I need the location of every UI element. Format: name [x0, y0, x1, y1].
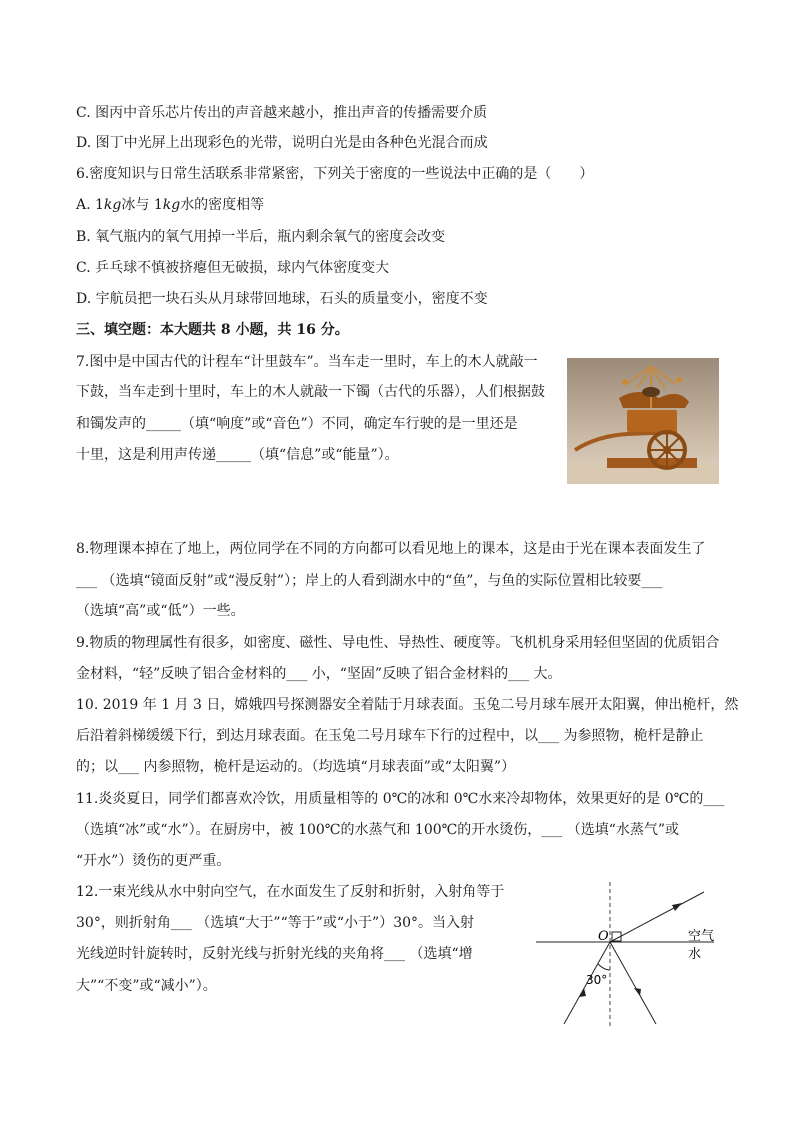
question-10-line-3: 的；以___ 内参照物，桅杆是运动的。（均选填“月球表面”或“太阳翼”） — [76, 759, 516, 775]
question-6-stem: 6.密度知识与日常生活联系非常紧密，下列关于密度的一些说法中正确的是（ ） — [76, 166, 594, 182]
option-b-q6: B. 氧气瓶内的氧气用掉一半后，瓶内剩余氧气的密度会改变 — [76, 229, 446, 245]
question-12-line-2: 30°，则折射角___ （选填“大于”“等于”或“小于”）30°。当入射 — [76, 915, 475, 931]
option-d-q6: D. 宇航员把一块石头从月球带回地球，石头的质量变小，密度不变 — [76, 291, 488, 307]
question-7-line-4: 十里，这是利用声传递_____（填“信息”或“能量”）。 — [76, 447, 399, 463]
reflected-ray — [610, 942, 656, 1024]
reflected-ray-arrow — [634, 988, 641, 996]
incident-ray-arrow — [579, 988, 586, 997]
angle-arc — [598, 964, 610, 970]
section-heading: 三、填空题：本大题共 8 小题，共 16 分。 — [76, 322, 349, 338]
question-9-line-2: 金材料，“轻”反映了铝合金材料的___ 小，“坚固”反映了铝合金材料的___ 大。 — [76, 666, 562, 682]
question-12-line-4: 大”“不变”或“减小”）。 — [76, 978, 217, 994]
option-c-q5: C. 图丙中音乐芯片传出的声音越来越小，推出声音的传播需要介质 — [76, 105, 488, 121]
option-c-q6: C. 乒乓球不慎被挤瘪但无破损，球内气体密度变大 — [76, 260, 390, 276]
question-7-line-3: 和镯发声的_____（填“响度”或“音色”）不同，确定车行驶的是一里还是 — [76, 416, 518, 432]
question-8-line-3: （选填“高”或“低”）一些。 — [76, 603, 245, 619]
refraction-diagram — [536, 880, 726, 1030]
drum-cart-photo — [567, 358, 719, 484]
question-9-line-1: 9.物质的物理属性有很多，如密度、磁性、导电性、导热性、硬度等。飞机机身采用轻但坚固的优质铝合 — [76, 635, 720, 651]
question-8-line-1: 8.物理课本掉在了地上，两位同学在不同的方向都可以看见地上的课本，这是由于光在课本表面发生了 — [76, 541, 706, 557]
question-12-line-3: 光线逆时针旋转时，反射光线与折射光线的夹角将___ （选填“增 — [76, 946, 473, 962]
question-8-line-2: ___ （选填“镜面反射”或“漫反射”）；岸上的人看到湖水中的“鱼”，与鱼的实际位置相比较要___ — [76, 573, 663, 589]
question-10-line-2: 后沿着斜梯缓缓下行，到达月球表面。在玉兔二号月球车下行的过程中，以___ 为参照物，桅杆是静止 — [76, 728, 704, 744]
angle-label: 30° — [586, 973, 608, 987]
question-10-line-1: 10. 2019 年 1 月 3 日，嫦娥四号探测器安全着陆于月球表面。玉兔二号月球车展开太阳翼，伸出桅杆，然 — [76, 697, 739, 713]
question-7-line-2: 下鼓，当车走到十里时，车上的木人就敲一下镯（古代的乐器），人们根据鼓 — [76, 384, 545, 400]
question-11-line-2: （选填“冰”或“水”）。在厨房中，被 100℃的水蒸气和 100℃的开水烫伤，___ （选填“水蒸气”或 — [76, 822, 680, 838]
refracted-ray-arrow — [672, 903, 682, 911]
option-d-q5: D. 图丁中光屏上出现彩色的光带，说明白光是由各种色光混合而成 — [76, 135, 488, 151]
option-a-q6: A. 1kg冰与 1kg水的密度相等 — [76, 197, 265, 213]
air-label: 空气 — [688, 929, 715, 944]
refraction-diagram-svg — [536, 880, 726, 1030]
point-o-label: O — [598, 929, 609, 944]
question-11-line-1: 11.炎炎夏日，同学们都喜欢冷饮，用质量相等的 0℃的冰和 0℃水来冷却物体，效果更好的是 0℃的___ — [76, 791, 725, 807]
question-7-line-1: 7.图中是中国古代的计程车“计里鼓车”。当车走一里时，车上的木人就敲一 — [76, 354, 538, 370]
question-12-line-1: 12.一束光线从水中射向空气，在水面发生了反射和折射，入射角等于 — [76, 884, 505, 900]
question-11-line-3: “开水”）烫伤的更严重。 — [76, 853, 231, 869]
drum-cart-illustration — [567, 358, 719, 484]
water-label: 水 — [688, 947, 702, 962]
